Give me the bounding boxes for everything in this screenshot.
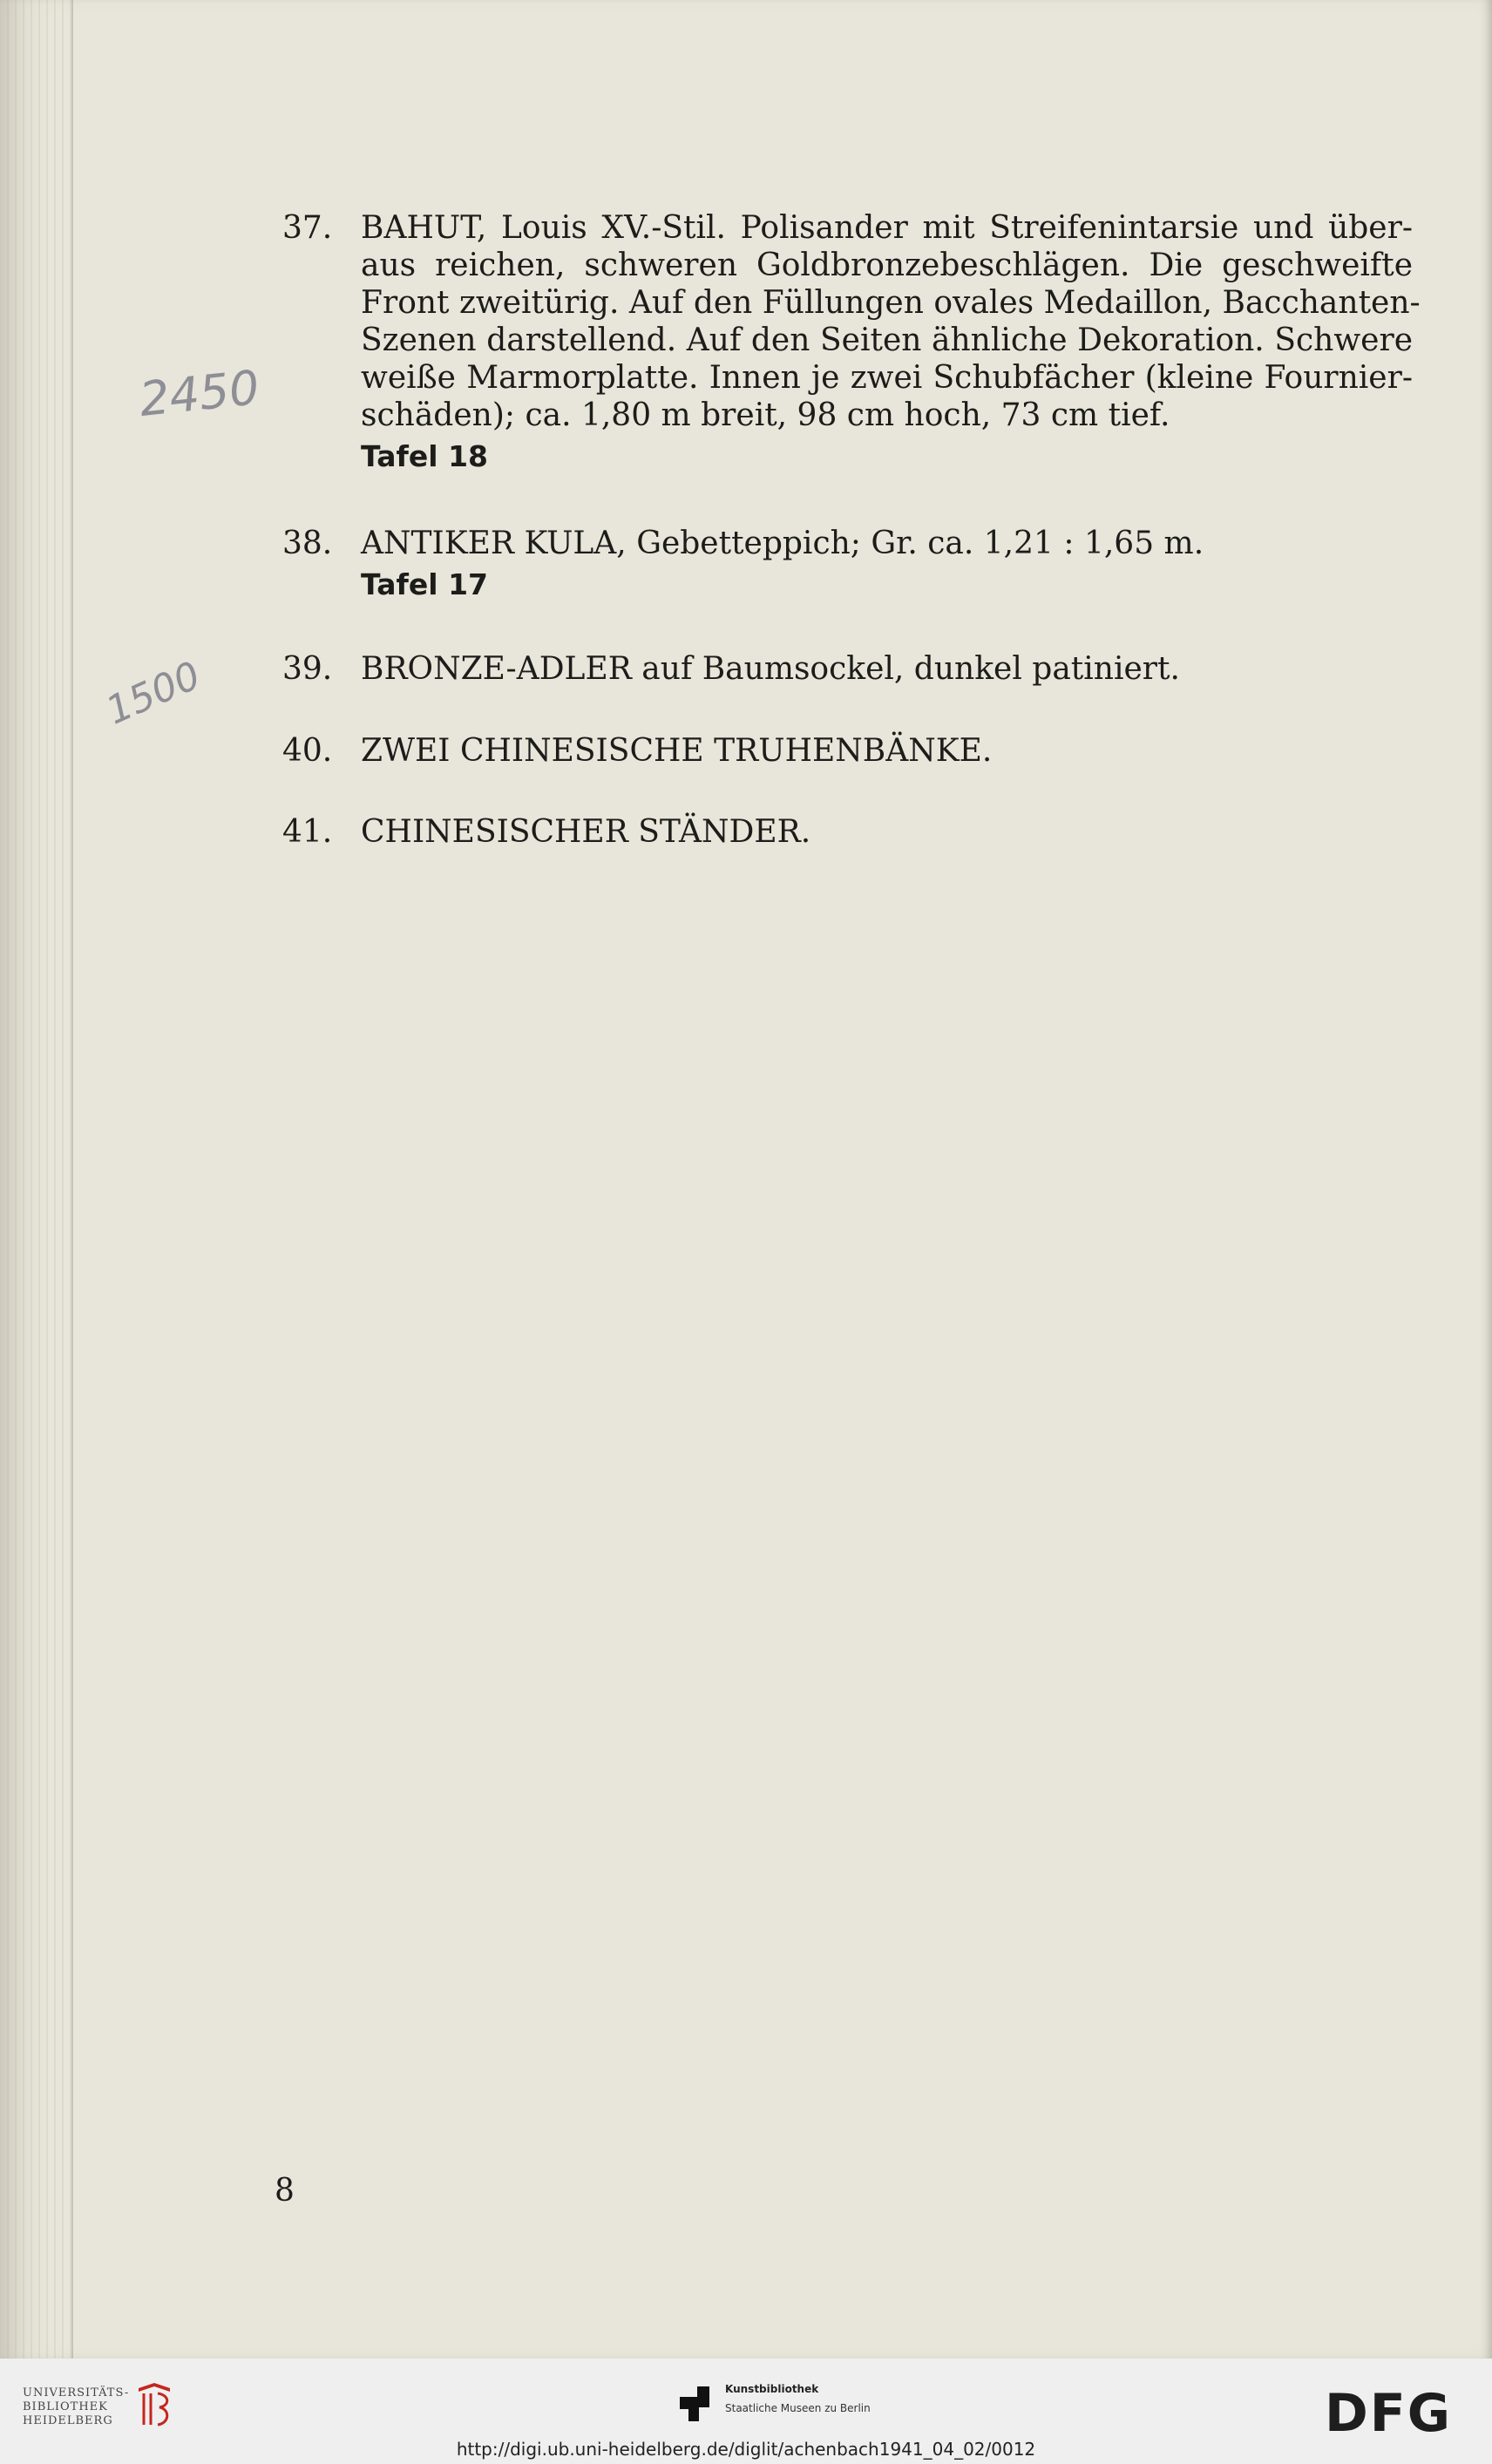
entry-line: Szenen darstellend. Auf den Seiten ähnliche Dekoration. Schwere [361, 322, 1413, 358]
university-line: UNIVERSITÄTS- [23, 2386, 130, 2400]
page-edge-shadow [7, 0, 75, 2359]
page-edge-line [71, 0, 73, 2359]
entry-line: schäden); ca. 1,80 m breit, 98 cm hoch, 73 cm tief. [361, 397, 1170, 433]
entry-text [361, 813, 1413, 851]
kunstbibliothek-title: Kunstbibliothek [725, 2383, 819, 2395]
entry-line: ANTIKER KULA, Gebetteppich; Gr. ca. 1,21 : 1,65 m. [361, 526, 1204, 561]
entry-line: BAHUT, Louis XV.-Stil. Polisander mit Streifenintarsie und über- [361, 210, 1413, 246]
entry-line: BRONZE-ADLER auf Baumsockel, dunkel patiniert. [361, 651, 1180, 687]
entry-number: 41. [282, 814, 333, 850]
dfg-logo: DFG [1325, 2383, 1453, 2444]
entry-text [361, 650, 1413, 688]
university-line: HEIDELBERG [23, 2414, 113, 2427]
university-library-logo-icon [135, 2379, 173, 2430]
page-number: 8 [275, 2173, 295, 2209]
entry-text [361, 525, 1413, 603]
entry-line: CHINESISCHER STÄNDER. [361, 814, 811, 850]
entry-number: 39. [282, 651, 333, 687]
entry-line: ZWEI CHINESISCHE TRUHENBÄNKE. [361, 733, 993, 769]
kunstbibliothek-subtitle: Staatliche Museen zu Berlin [725, 2402, 871, 2414]
university-library-logo-text [23, 2386, 129, 2428]
plate-reference: Tafel 17 [361, 567, 488, 601]
source-url[interactable]: http://digi.ub.uni-heidelberg.de/diglit/achenbach1941_04_02/0012 [456, 2439, 1036, 2460]
entry-number: 37. [282, 210, 333, 246]
entry-line: aus reichen, schweren Goldbronzebeschlägen. Die geschweifte [361, 248, 1413, 283]
pencil-price-annotation: 1500 [99, 653, 207, 734]
entry-line: Front zweitürig. Auf den Füllungen ovales Medaillon, Bacchanten- [361, 285, 1421, 321]
entry-line: weiße Marmorplatte. Innen je zwei Schubfächer (kleine Fournier- [361, 360, 1413, 396]
entry-text [361, 209, 1421, 475]
entry-text [361, 732, 1413, 770]
pencil-price-annotation: 2450 [137, 359, 262, 428]
plate-reference: Tafel 18 [361, 439, 488, 473]
digitization-footer [0, 2359, 1492, 2464]
entry-number: 38. [282, 526, 333, 561]
university-line: BIBLIOTHEK [23, 2400, 108, 2413]
entry-number: 40. [282, 733, 333, 769]
kunstbibliothek-icon [680, 2386, 709, 2421]
